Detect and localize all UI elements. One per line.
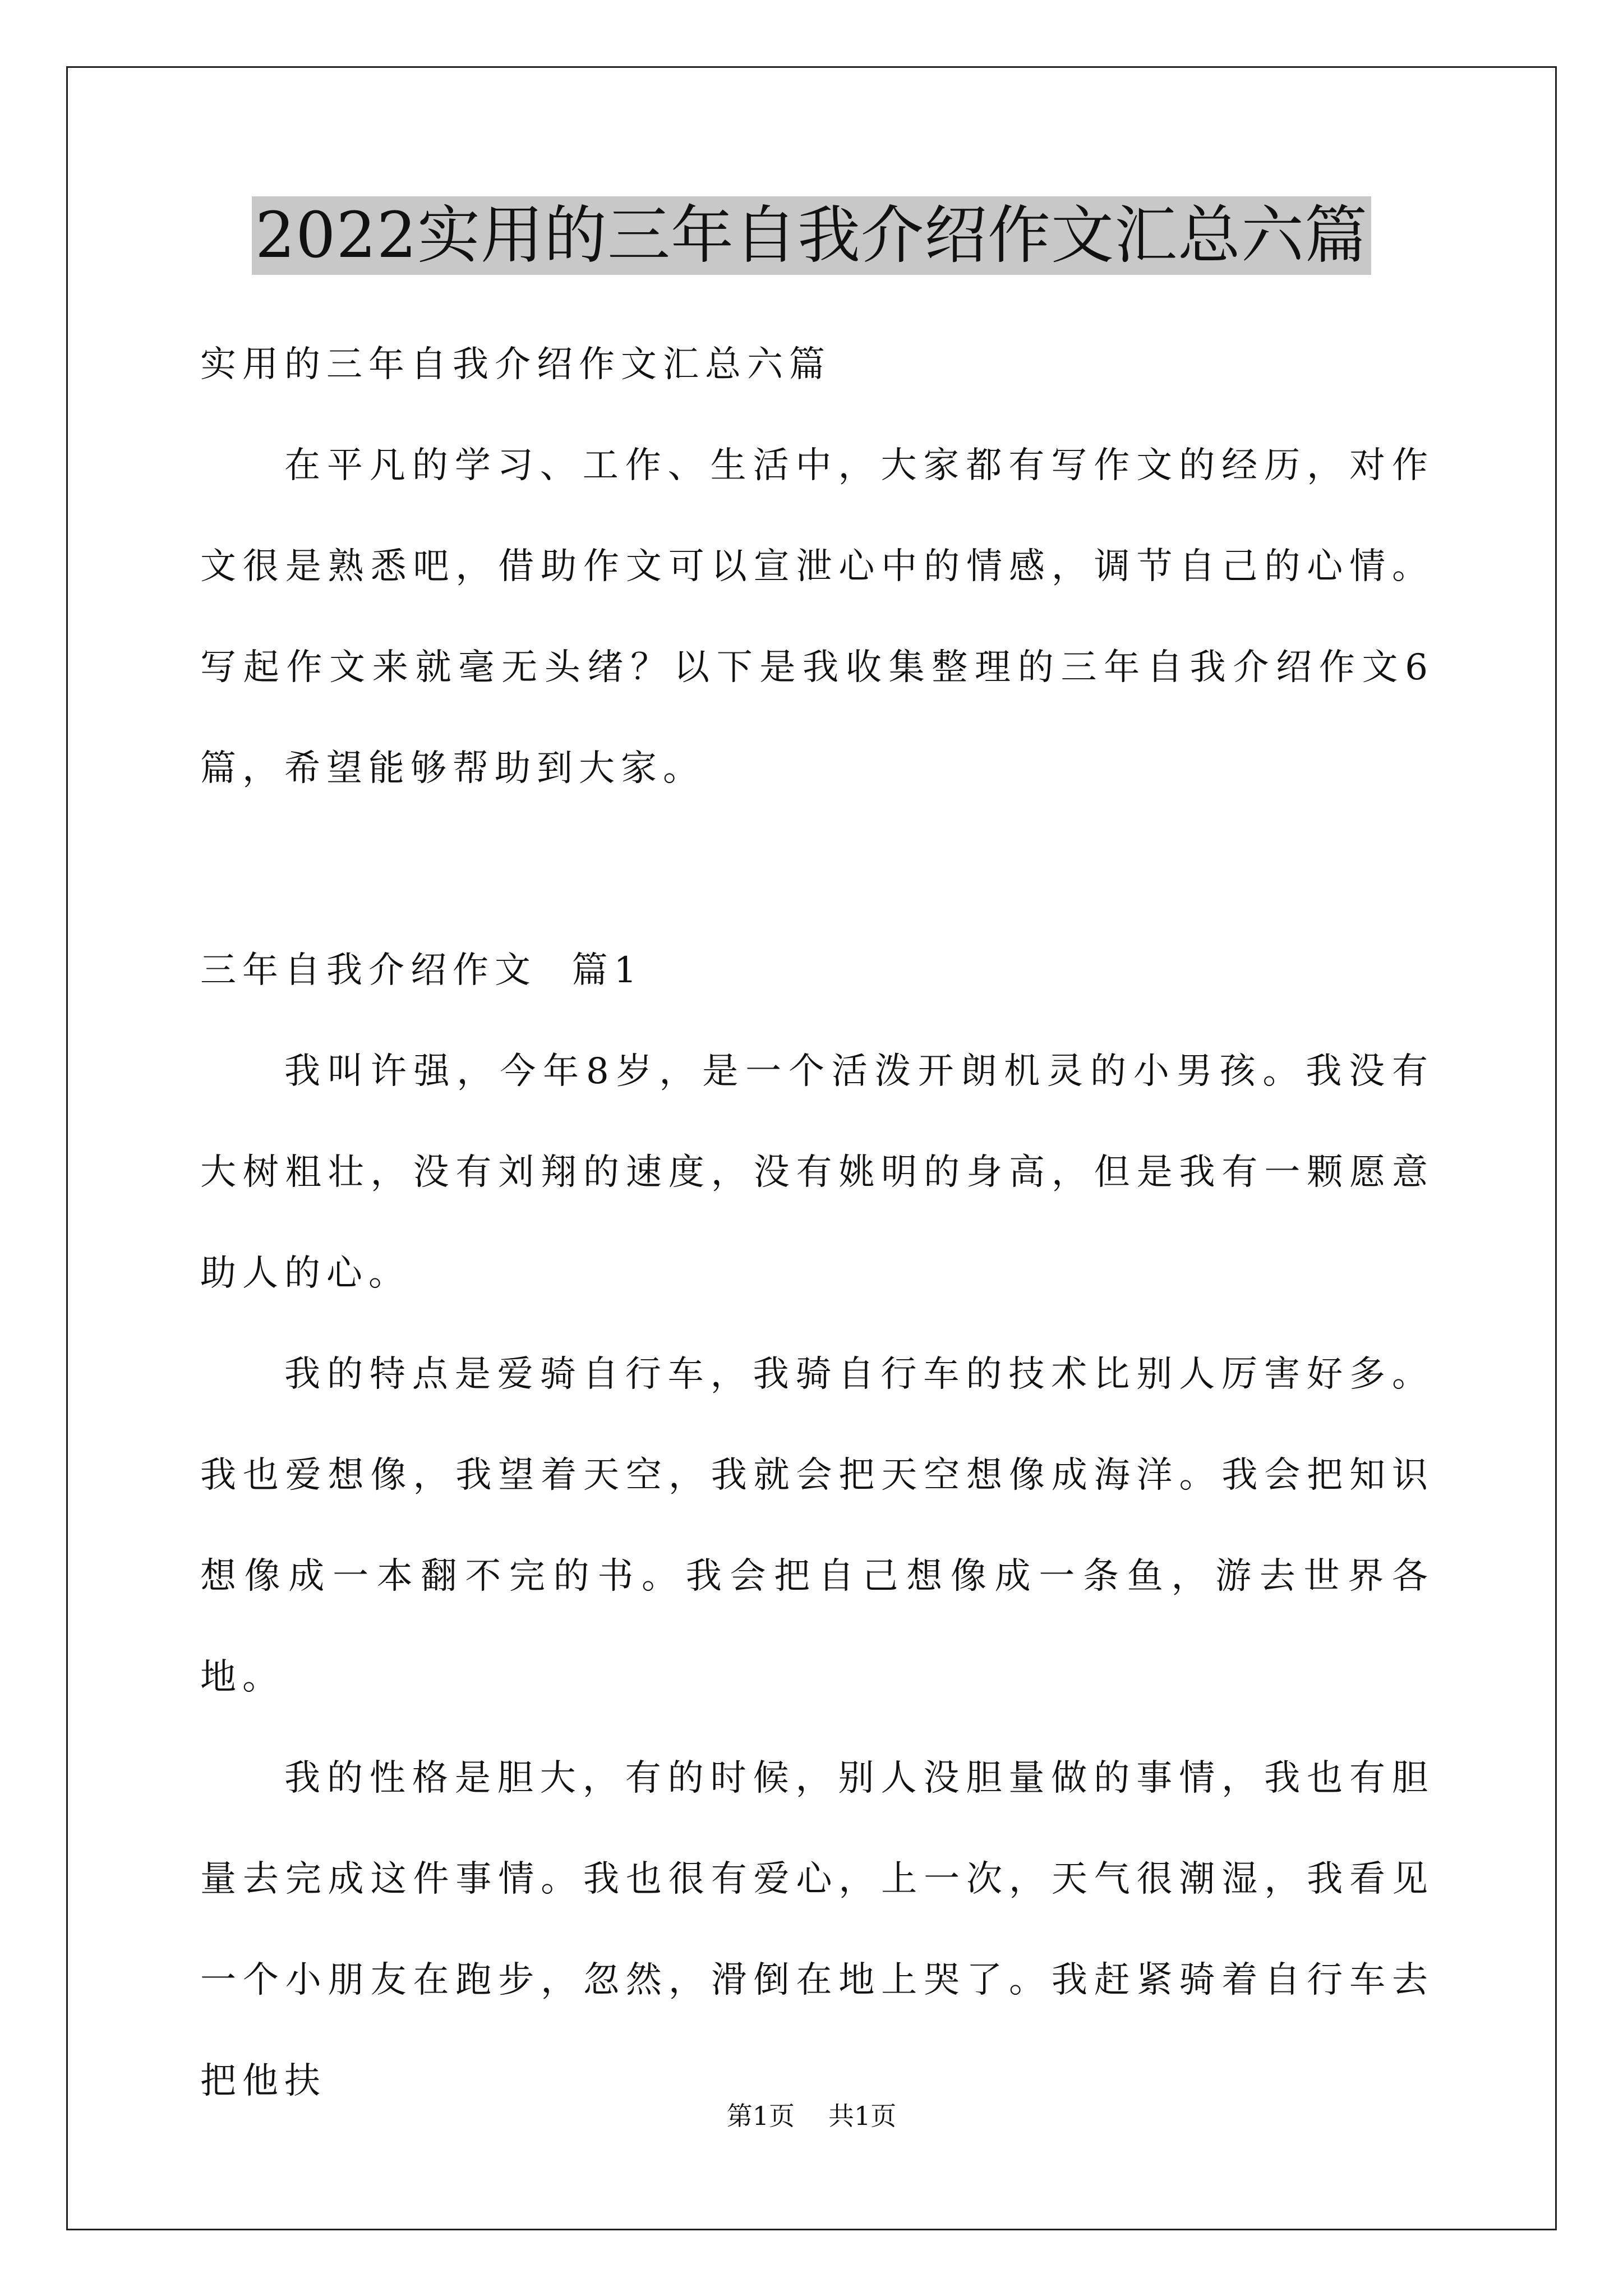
document-body bbox=[200, 314, 1434, 2132]
body-paragraph-1: 我叫许强，今年8岁，是一个活泼开朗机灵的小男孩。我没有大树粗壮，没有刘翔的速度，没有姚明的身高，但是我有一颗愿意助人的心。 bbox=[200, 1051, 1434, 1294]
intro-paragraph: 在平凡的学习、工作、生活中，大家都有写作文的经历，对作文很是熟悉吧，借助作文可以宣泄心中的情感，调节自己的心情。写起作文来就毫无头绪？以下是我收集整理的三年自我介绍作文6篇，希望能够帮助到大家。 bbox=[200, 445, 1434, 789]
body-paragraph-2: 我的特点是爱骑自行车，我骑自行车的技术比别人厉害好多。我也爱想像，我望着天空，我就会把天空想像成海洋。我会把知识想像成一本翻不完的书。我会把自己想像成一条鱼，游去世界各地。 bbox=[200, 1354, 1434, 1698]
document-subtitle: 实用的三年自我介绍作文汇总六篇 bbox=[200, 344, 831, 385]
section-heading: 三年自我介绍作文 篇1 bbox=[200, 950, 643, 991]
body-paragraph-3: 我的性格是胆大，有的时候，别人没胆量做的事情，我也有胆量去完成这件事情。我也很有爱心，上一次，天气很潮湿，我看见一个小朋友在跑步，忽然，滑倒在地上哭了。我赶紧骑着自行车去把他扶 bbox=[200, 1757, 1434, 2102]
spacer bbox=[200, 819, 1434, 920]
title-container bbox=[0, 196, 1623, 275]
page-number-total: 共1页 bbox=[828, 2101, 897, 2131]
page-number-current: 第1页 bbox=[726, 2101, 795, 2131]
page-footer bbox=[0, 2099, 1623, 2133]
document-title: 2022实用的三年自我介绍作文汇总六篇 bbox=[252, 196, 1371, 275]
